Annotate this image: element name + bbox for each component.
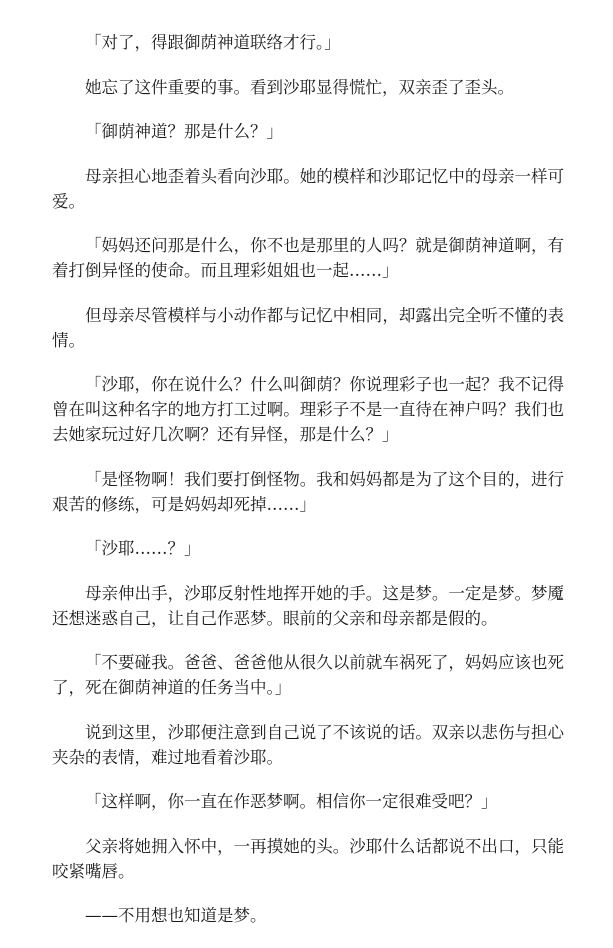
paragraph: 母亲伸出手，沙耶反射性地挥开她的手。这是梦。一定是梦。梦魇还想迷惑自己，让自己作恶梦。眼前的父亲和母亲都是假的。 bbox=[52, 583, 564, 628]
body-text bbox=[52, 30, 564, 948]
paragraph: 「沙耶，你在说什么？什么叫御荫？你说理彩子也一起？我不记得曾在叫这种名字的地方打工过啊。理彩子不是一直待在神户吗？我们也去她家玩过好几次啊？还有异怪，那是什么？」 bbox=[52, 375, 564, 444]
paragraph: 但母亲尽管模样与小动作都与记忆中相同，却露出完全听不懂的表情。 bbox=[52, 305, 564, 350]
paragraph: 「对了，得跟御荫神道联络才行。」 bbox=[85, 33, 341, 52]
paragraph: 「这样啊，你一直在作恶梦啊。相信你一定很难受吧？」 bbox=[85, 792, 498, 811]
paragraph: 说到这里，沙耶便注意到自己说了不该说的话。双亲以悲伤与担心夹杂的表情，难过地看着沙耶。 bbox=[52, 722, 564, 767]
paragraph: 父亲将她拥入怀中，一再摸她的头。沙耶什么话都说不出口，只能咬紧嘴唇。 bbox=[52, 836, 564, 881]
paragraph: ——不用想也知道是梦。 bbox=[85, 906, 267, 925]
paragraph: 「妈妈还问那是什么，你不也是那里的人吗？就是御荫神道啊，有着打倒异怪的使命。而且理彩姐姐也一起……」 bbox=[52, 236, 564, 280]
paragraph: 母亲担心地歪着头看向沙耶。她的模样和沙耶记忆中的母亲一样可爱。 bbox=[52, 166, 564, 211]
paragraph: 「不要碰我。爸爸、爸爸他从很久以前就车祸死了，妈妈应该也死了，死在御荫神道的任务当中。」 bbox=[52, 653, 564, 697]
paragraph: 「是怪物啊！我们要打倒怪物。我和妈妈都是为了这个目的，进行艰苦的修练，可是妈妈却死掉……」 bbox=[52, 469, 564, 514]
paragraph: 「沙耶……？」 bbox=[85, 539, 201, 558]
paragraph: 「御荫神道？那是什么？」 bbox=[85, 122, 283, 141]
paragraph: 她忘了这件重要的事。看到沙耶显得慌忙，双亲歪了歪头。 bbox=[85, 77, 514, 97]
